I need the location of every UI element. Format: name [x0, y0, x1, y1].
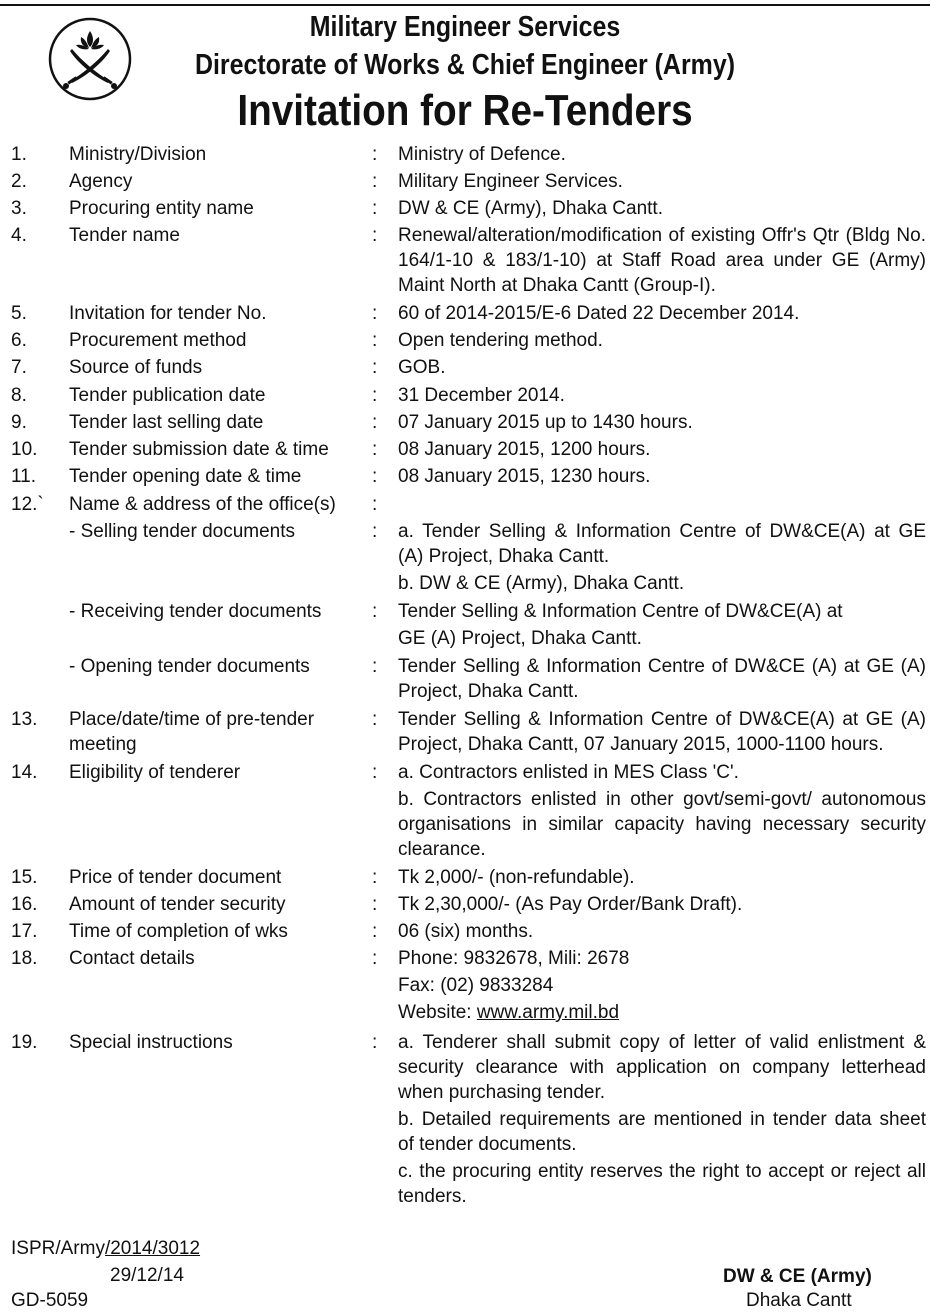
item-label: Contact details — [69, 948, 195, 969]
item-value — [398, 492, 926, 494]
item-colon: : — [372, 709, 378, 730]
item-value — [398, 328, 926, 355]
item-number: 10. — [11, 439, 38, 460]
item-colon: : — [372, 762, 378, 783]
item-colon: : — [372, 601, 378, 622]
item-label: Place/date/time of pre-tender meeting — [69, 709, 315, 755]
item-value-line: c. the procuring entity reserves the right to accept or reject all tenders. — [398, 1161, 926, 1207]
item-label: Amount of tender security — [69, 894, 286, 915]
item-value-line: 31 December 2014. — [398, 385, 565, 406]
item-label: - Selling tender documents — [69, 521, 296, 542]
item-label: Agency — [69, 171, 133, 192]
item-value — [398, 1030, 926, 1211]
item-number: 17. — [11, 921, 38, 942]
header-directorate: Directorate of Works & Chief Engineer (Army) — [194, 49, 735, 81]
item-value-line: 60 of 2014-2015/E-6 Dated 22 December 2014. — [398, 303, 800, 324]
item-value-line: a. Tenderer shall submit copy of letter of valid enlistment & security clearance with application on company letterhead when purchasing tender. — [398, 1032, 926, 1103]
item-value-line: Ministry of Defence. — [398, 144, 566, 165]
item-value — [398, 223, 926, 300]
item-value-line: 08 January 2015, 1200 hours. — [398, 439, 651, 460]
item-label: Time of completion of wks — [69, 921, 288, 942]
item-value — [398, 355, 926, 382]
item-value-line: Tender Selling & Information Centre of DW&CE (A) at GE (A) Project, Dhaka Cantt. — [398, 656, 926, 702]
item-label: Price of tender document — [69, 867, 282, 888]
item-colon: : — [372, 385, 378, 406]
item-number: 14. — [11, 762, 38, 783]
item-value — [398, 865, 926, 892]
item-colon: : — [372, 656, 378, 677]
item-colon: : — [372, 330, 378, 351]
item-label: Eligibility of tenderer — [69, 762, 241, 783]
signature-title: DW & CE (Army) — [723, 1266, 872, 1287]
item-colon: : — [372, 466, 378, 487]
item-colon: : — [372, 948, 378, 969]
item-value-line: GOB. — [398, 357, 446, 378]
item-number: 1. — [11, 144, 27, 165]
item-label: - Receiving tender documents — [69, 601, 322, 622]
item-value-line: 08 January 2015, 1230 hours. — [398, 466, 651, 487]
item-value — [398, 760, 926, 864]
item-value-line: Open tendering method. — [398, 330, 603, 351]
item-value-line: Tk 2,30,000/- (As Pay Order/Bank Draft). — [398, 894, 743, 915]
item-label: Source of funds — [69, 357, 203, 378]
item-value — [398, 946, 926, 1025]
item-number: 18. — [11, 948, 38, 969]
item-value — [398, 196, 926, 223]
item-value — [398, 410, 926, 437]
item-label: Tender name — [69, 225, 180, 246]
item-label: Invitation for tender No. — [69, 303, 267, 324]
item-value-line: DW & CE (Army), Dhaka Cantt. — [398, 198, 663, 219]
item-number: 11. — [11, 466, 37, 487]
item-value-line: Tender Selling & Information Centre of DW&CE(A) at GE (A) Project, Dhaka Cantt, 07 January 2015, 1000-1100 hours. — [398, 709, 926, 755]
item-colon: : — [372, 303, 378, 324]
item-value — [398, 707, 926, 759]
item-label: Tender submission date & time — [69, 439, 329, 460]
item-colon: : — [372, 494, 378, 515]
item-value-line: GE (A) Project, Dhaka Cantt. — [398, 628, 642, 649]
item-value-line: 06 (six) months. — [398, 921, 534, 942]
ispr-date: 29/12/14 — [110, 1265, 184, 1286]
item-label: Tender last selling date — [69, 412, 264, 433]
item-colon: : — [372, 867, 378, 888]
item-value — [398, 919, 926, 946]
item-number: 2. — [11, 171, 27, 192]
item-value-line: 07 January 2015 up to 1430 hours. — [398, 412, 693, 433]
item-value — [398, 892, 926, 919]
item-number: 4. — [11, 225, 27, 246]
item-number: 3. — [11, 198, 27, 219]
item-number: 12.` — [11, 494, 44, 515]
ispr-reference: ISPR/Army/2014/3012 — [11, 1238, 201, 1259]
item-number: 8. — [11, 385, 27, 406]
website-link[interactable]: www.army.mil.bd — [476, 1002, 620, 1023]
signature-place: Dhaka Cantt — [746, 1290, 852, 1311]
item-value — [398, 519, 926, 598]
item-value-line: a. Tender Selling & Information Centre of DW&CE(A) at GE (A) Project, Dhaka Cantt. — [398, 521, 926, 567]
page-title: Invitation for Re-Tenders — [237, 86, 693, 135]
item-value-line: Renewal/alteration/modification of existing Offr's Qtr (Bldg No. 164/1-10 & 183/1-10) at Staff Road area under GE (Army) Maint North at Dhaka Cantt (Group-I). — [398, 225, 926, 296]
top-rule — [0, 4, 930, 6]
item-colon: : — [372, 894, 378, 915]
item-value-line: a. Contractors enlisted in MES Class 'C'. — [398, 762, 739, 783]
item-number: 7. — [11, 357, 27, 378]
item-value — [398, 301, 926, 328]
item-colon: : — [372, 412, 378, 433]
item-number: 6. — [11, 330, 27, 351]
item-colon: : — [372, 439, 378, 460]
item-colon: : — [372, 144, 378, 165]
item-value — [398, 464, 926, 491]
item-number: 16. — [11, 894, 38, 915]
item-value-line: Phone: 9832678, Mili: 2678 — [398, 948, 630, 969]
item-value — [398, 437, 926, 464]
item-colon: : — [372, 171, 378, 192]
item-value-line: Military Engineer Services. — [398, 171, 623, 192]
website-line: Website: www.army.mil.bd — [398, 1002, 620, 1023]
item-colon: : — [372, 921, 378, 942]
item-label: - Opening tender documents — [69, 656, 310, 677]
item-value-line: Tk 2,000/- (non-refundable). — [398, 867, 635, 888]
item-number: 5. — [11, 303, 27, 324]
item-value-line: Tender Selling & Information Centre of DW&CE(A) at — [398, 601, 843, 622]
header-org: Military Engineer Services — [309, 11, 621, 43]
item-colon: : — [372, 1032, 378, 1053]
item-value-line: Fax: (02) 9833284 — [398, 975, 554, 996]
item-colon: : — [372, 357, 378, 378]
item-colon: : — [372, 225, 378, 246]
item-label: Tender opening date & time — [69, 466, 302, 487]
item-number: 9. — [11, 412, 27, 433]
item-value-line: b. DW & CE (Army), Dhaka Cantt. — [398, 573, 685, 594]
item-value — [398, 142, 926, 169]
item-colon: : — [372, 521, 378, 542]
item-value-line: b. Contractors enlisted in other govt/semi-govt/ autonomous organisations in similar capacity having necessary security clearance. — [398, 789, 926, 860]
item-number: 15. — [11, 867, 38, 888]
item-number: 19. — [11, 1032, 38, 1053]
item-number: 13. — [11, 709, 38, 730]
item-value — [398, 654, 926, 706]
item-label: Ministry/Division — [69, 144, 207, 165]
item-label: Name & address of the office(s) — [69, 494, 336, 515]
item-label: Procurement method — [69, 330, 247, 351]
item-value — [398, 599, 926, 653]
item-value — [398, 169, 926, 196]
item-label: Tender publication date — [69, 385, 266, 406]
item-value-line: b. Detailed requirements are mentioned in tender data sheet of tender documents. — [398, 1109, 926, 1155]
item-label: Procuring entity name — [69, 198, 254, 219]
gd-number: GD-5059 — [11, 1290, 89, 1311]
item-colon: : — [372, 198, 378, 219]
item-label: Special instructions — [69, 1032, 233, 1053]
item-value — [398, 383, 926, 410]
